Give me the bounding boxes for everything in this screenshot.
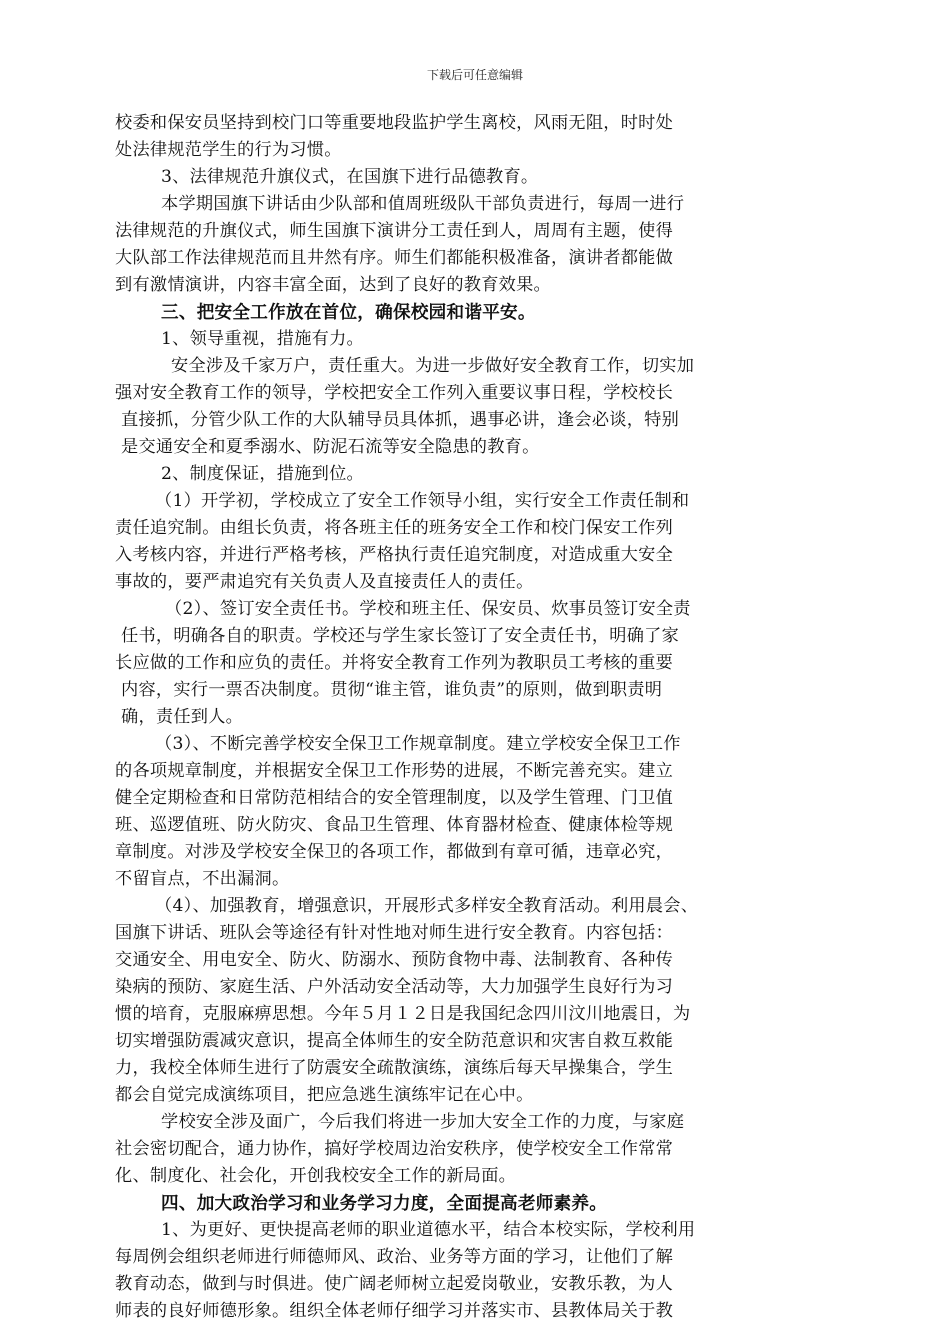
text-line: （4）、加强教育，增强意识，开展形式多样安全教育活动。利用晨会、	[155, 896, 699, 916]
text-line: 校委和保安员坚持到校门口等重要地段监护学生离校，风雨无阻，时时处	[115, 113, 674, 133]
text-line: 的各项规章制度，并根据安全保卫工作形势的进展，不断完善充实。建立	[115, 761, 674, 781]
text-line: 强对安全教育工作的领导，学校把安全工作列入重要议事日程，学校校长	[115, 383, 674, 403]
text-line: 染病的预防、家庭生活、户外活动安全活动等，大力加强学生良好行为习	[115, 977, 674, 997]
text-line: 任书，明确各自的职责。学校还与学生家长签订了安全责任书，明确了家	[121, 626, 680, 646]
text-line: 化、制度化、社会化，开创我校安全工作的新局面。	[115, 1166, 517, 1186]
text-line: 班、巡逻值班、防火防灾、食品卫生管理、体育器材检查、健康体检等规	[115, 815, 674, 835]
section-heading: 三、把安全工作放在首位，确保校园和谐平安。	[161, 302, 536, 323]
text-line: 事故的，要严肃追究有关负责人及直接责任人的责任。	[115, 572, 534, 592]
text-line: 章制度。对涉及学校安全保卫的各项工作，都做到有章可循，违章必究，	[115, 842, 674, 862]
text-line: 1、为更好、更快提高老师的职业道德水平，结合本校实际，学校利用	[161, 1220, 696, 1240]
text-line: 本学期国旗下讲话由少队部和值周班级队干部负责进行，每周一进行	[161, 194, 685, 214]
text-line: 大队部工作法律规范而且井然有序。师生们都能积极准备，演讲者都能做	[115, 248, 674, 268]
text-line: 都会自觉完成演练项目，把应急逃生演练牢记在心中。	[115, 1085, 534, 1105]
text-line: 责任追究制。由组长负责，将各班主任的班务安全工作和校门保安工作列	[115, 518, 674, 538]
text-line: 是交通安全和夏季溺水、防泥石流等安全隐患的教育。	[121, 437, 540, 457]
text-line: 2、制度保证，措施到位。	[161, 464, 364, 484]
text-line: 惯的培育，克服麻痹思想。今年５月１２日是我国纪念四川汶川地震日，为	[115, 1004, 691, 1024]
text-line: 长应做的工作和应负的责任。并将安全教育工作列为教职员工考核的重要	[115, 653, 674, 673]
text-line: （2）、签订安全责任书。学校和班主任、保安员、炊事员签订安全责	[165, 599, 691, 619]
text-line: 不留盲点，不出漏洞。	[115, 869, 290, 889]
text-line: 切实增强防震减灾意识，提高全体师生的安全防范意识和灾害自救互救能	[115, 1031, 674, 1051]
text-line: 确，责任到人。	[121, 707, 244, 727]
text-line: （1）开学初，学校成立了安全工作领导小组，实行安全工作责任制和	[155, 491, 690, 511]
section-heading: 四、加大政治学习和业务学习力度，全面提高老师素养。	[161, 1193, 608, 1214]
text-line: 处法律规范学生的行为习惯。	[115, 140, 342, 160]
document-body	[115, 110, 845, 1325]
text-line: 法律规范的升旗仪式，师生国旗下演讲分工责任到人，周周有主题，使得	[115, 221, 674, 241]
text-line: （3）、不断完善学校安全保卫工作规章制度。建立学校安全保卫工作	[155, 734, 681, 754]
text-line: 到有激情演讲，内容丰富全面，达到了良好的教育效果。	[115, 275, 551, 295]
text-line: 交通安全、用电安全、防火、防溺水、预防食物中毒、法制教育、各种传	[115, 950, 674, 970]
text-line: 入考核内容，并进行严格考核，严格执行责任追究制度，对造成重大安全	[115, 545, 674, 565]
text-line: 学校安全涉及面广，今后我们将进一步加大安全工作的力度，与家庭	[161, 1112, 685, 1132]
text-line: 力，我校全体师生进行了防震安全疏散演练，演练后每天早操集合，学生	[115, 1058, 674, 1078]
text-line: 每周例会组织老师进行师德师风、政治、业务等方面的学习，让他们了解	[115, 1247, 674, 1267]
page-header-note: 下载后可任意编辑	[426, 68, 523, 82]
text-line: 安全涉及千家万户，责任重大。为进一步做好安全教育工作，切实加	[171, 356, 695, 376]
text-line: 师表的良好师德形象。组织全体老师仔细学习并落实市、县教体局关于教	[115, 1301, 674, 1321]
text-line: 3、法律规范升旗仪式，在国旗下进行品德教育。	[161, 167, 539, 187]
text-line: 国旗下讲话、班队会等途径有针对性地对师生进行安全教育。内容包括：	[115, 923, 674, 943]
text-line: 内容，实行一票否决制度。贯彻“谁主管，谁负责”的原则，做到职责明	[121, 680, 663, 700]
text-line: 教育动态，做到与时俱进。使广阔老师树立起爱岗敬业，安教乐教，为人	[115, 1274, 674, 1294]
text-line: 健全定期检查和日常防范相结合的安全管理制度，以及学生管理、门卫值	[115, 788, 674, 808]
text-line: 直接抓，分管少队工作的大队辅导员具体抓，遇事必讲，逢会必谈，特别	[121, 410, 680, 430]
text-line: 1、领导重视，措施有力。	[161, 329, 364, 349]
text-line: 社会密切配合，通力协作，搞好学校周边治安秩序，使学校安全工作常常	[115, 1139, 674, 1159]
